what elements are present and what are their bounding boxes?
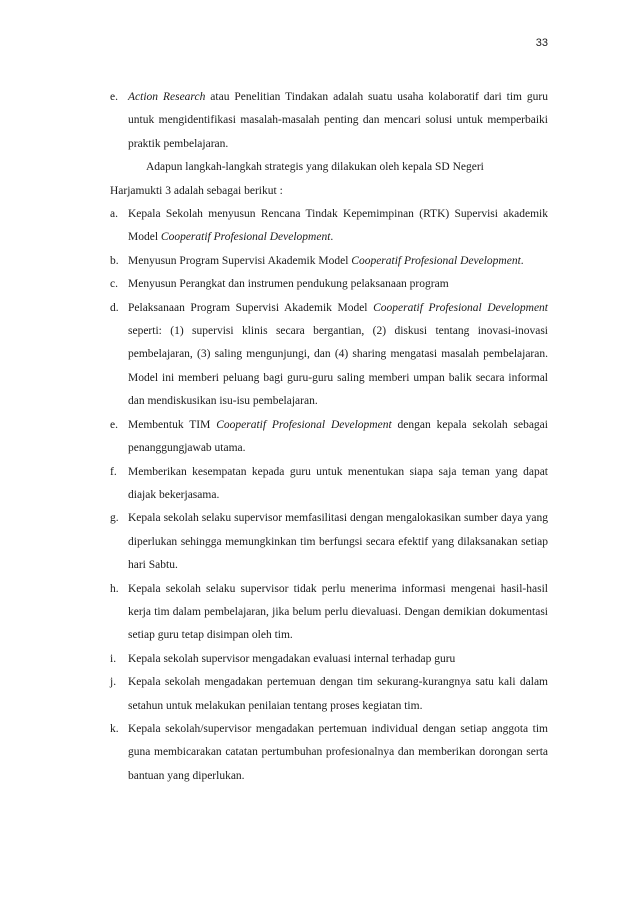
- list-marker: b.: [110, 254, 119, 267]
- intro-paragraph-continued: [110, 180, 548, 203]
- list-item-c: [110, 273, 548, 296]
- item-italic: Cooperatif Profesional Development: [160, 231, 331, 244]
- item-text: Menyusun Perangkat dan instrumen pendukung pelaksanaan program: [128, 278, 449, 291]
- item-text: Menyusun Program Supervisi Akademik Model: [128, 254, 352, 267]
- item-text: Pelaksanaan Program Supervisi Akademik Model: [128, 301, 374, 314]
- list-marker: f.: [110, 465, 117, 478]
- item-text: Kepala sekolah mengadakan pertemuan dengan tim sekurang-kurangnya satu kali dalam setahun untuk melakukan penilaian tentang proses kegiatan tim.: [128, 676, 548, 712]
- list-item-action-research: [110, 86, 548, 156]
- list-marker: i.: [110, 652, 117, 665]
- list-item-h: [110, 578, 548, 648]
- item-text: Kepala sekolah selaku supervisor tidak perlu menerima informasi mengenai hasil-hasil kerja tim dalam pembelajaran, jika belum perlu dievaluasi. Dengan demikian dokumentasi setiap guru tetap disimpan oleh tim.: [128, 582, 548, 642]
- paragraph-line-1: Adapun langkah-langkah strategis yang dilakukan oleh kepala SD Negeri: [146, 161, 484, 174]
- item-text: Memberikan kesempatan kepada guru untuk menentukan siapa saja teman yang dapat diajak bekerjasama.: [128, 465, 548, 501]
- item-italic: Cooperatif Profesional Development: [216, 418, 392, 431]
- list-marker: j.: [110, 676, 117, 689]
- item-text-end: dengan kepala sekolah sebagai penanggungjawab utama.: [128, 418, 548, 455]
- document-body: [110, 86, 548, 788]
- list-marker: a.: [110, 208, 118, 221]
- term-action-research: Action Research: [128, 91, 206, 103]
- list-item-g: [110, 507, 548, 577]
- list-item-a: [110, 203, 548, 250]
- list-item-e: [110, 414, 548, 461]
- list-marker: d.: [110, 301, 119, 314]
- item-italic: Cooperatif Profesional Development: [351, 254, 521, 267]
- list-item-f: [110, 461, 548, 508]
- item-text: Kepala Sekolah menyusun Rencana Tindak Kepemimpinan (RTK) Supervisi akademik Model: [128, 208, 548, 244]
- item-text: Kepala sekolah selaku supervisor memfasilitasi dengan mengalokasikan sumber daya yang diperlukan sehingga memungkinkan tim berfungsi secara efektif yang dilaksanakan setiap hari Sabtu.: [128, 512, 548, 572]
- item-text: atau Penelitian Tindakan adalah suatu usaha kolaboratif dari tim guru untuk mengidentifikasi masalah-masalah penting dan mencari solusi untuk memperbaiki praktik pembelajaran.: [128, 91, 549, 150]
- list-marker: h.: [110, 582, 119, 595]
- item-text: Kepala sekolah supervisor mengadakan evaluasi internal terhadap guru: [128, 652, 456, 665]
- item-text-end: .: [330, 231, 334, 244]
- list-item-d: [110, 297, 548, 414]
- list-item-b: [110, 250, 548, 273]
- item-text: Membentuk TIM: [128, 418, 217, 431]
- intro-paragraph: [110, 156, 548, 179]
- item-text-end: .: [520, 254, 524, 267]
- page-number: 33: [535, 37, 548, 49]
- list-marker: g.: [110, 512, 119, 525]
- list-marker: k.: [110, 722, 119, 735]
- item-text-end: seperti: (1) supervisi klinis secara bergantian, (2) diskusi tentang inovasi-inovasi pembelajaran, (3) saling mengunjungi, dan (4) sharing mengatasi masalah pembelajaran. Model ini memberi peluang bagi guru-guru saling memberi umpan balik secara informal dan mendiskusikan isu-isu pembelajaran.: [128, 325, 548, 408]
- list-item-k: [110, 718, 548, 788]
- item-italic: Cooperatif Profesional Development: [373, 301, 548, 314]
- item-text: Kepala sekolah/supervisor mengadakan pertemuan individual dengan setiap anggota tim guna membicarakan catatan pertumbuhan profesionalnya dan memberikan dorongan serta bantuan yang diperlukan.: [128, 722, 548, 782]
- list-item-j: [110, 671, 548, 718]
- list-marker: c.: [110, 278, 118, 291]
- list-marker: e.: [110, 91, 118, 103]
- list-marker: e.: [110, 418, 118, 431]
- list-item-i: [110, 648, 548, 671]
- paragraph-line-2: Harjamukti 3 adalah sebagai berikut :: [110, 184, 283, 197]
